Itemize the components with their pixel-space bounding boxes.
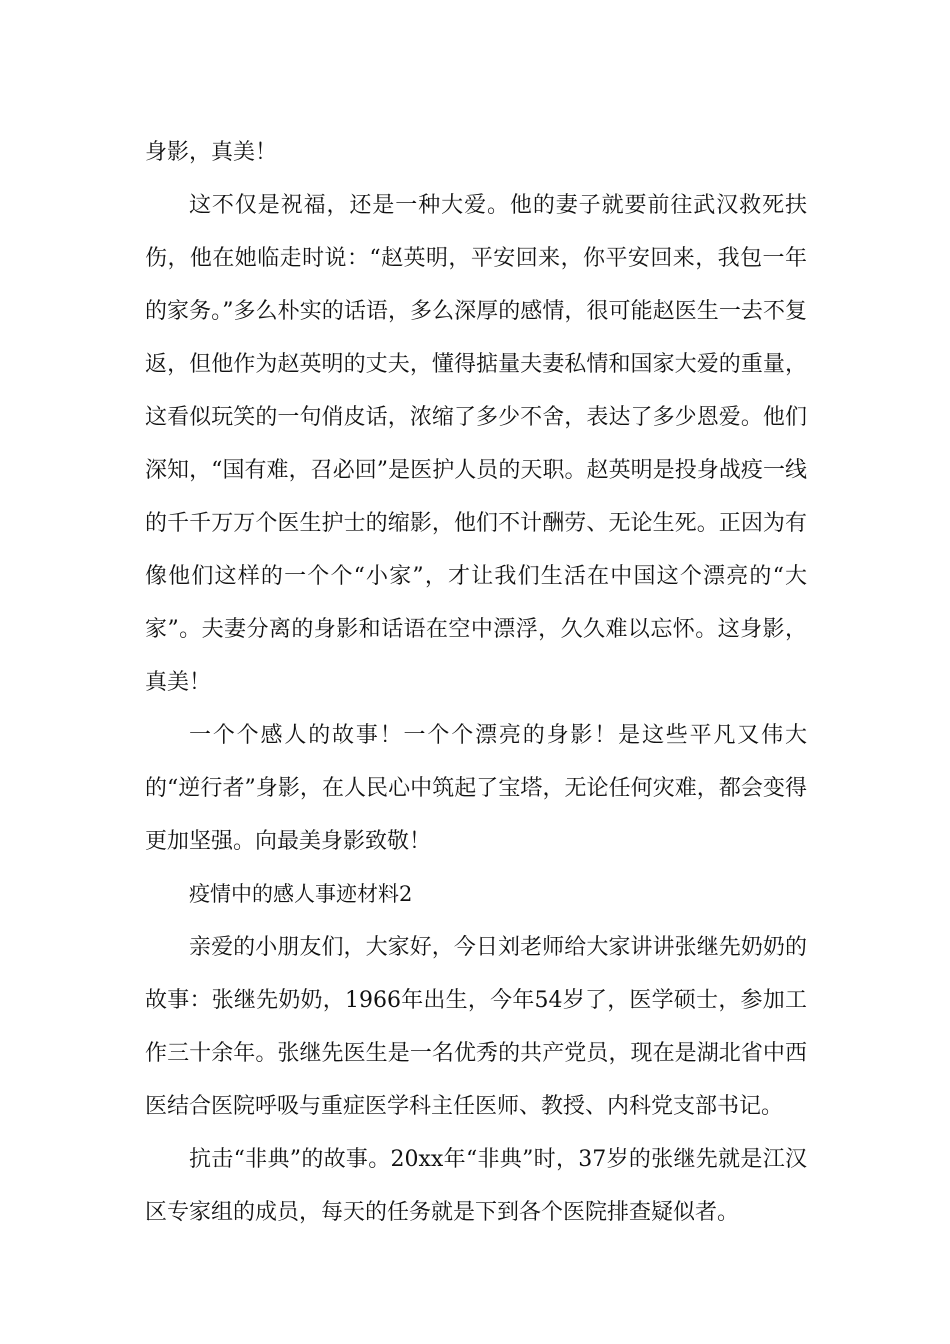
paragraph: 亲爱的小朋友们，大家好，今日刘老师给大家讲讲张继先奶奶的故事：张继先奶奶，1966年出生，今年54岁了，医学硕士，参加工作三十余年。张继先医生是一名优秀的共产党员，现在是湖北省中西医结合医院呼吸与重症医学科主任医师、教授、内科党支部书记。 — [145, 935, 807, 1119]
paragraph: 这不仅是祝福，还是一种大爱。他的妻子就要前往武汉救死扶伤，他在她临走时说：“赵英明，平安回来，你平安回来，我包一年的家务。”多么朴实的话语，多么深厚的感情，很可能赵医生一去不复返，但他作为赵英明的丈夫，懂得掂量夫妻私情和国家大爱的重量，这看似玩笑的一句俏皮话，浓缩了多少不舍，表达了多少恩爱。他们深知，“国有难，召必回”是医护人员的天职。赵英明是投身战疫一线的千千万万个医生护士的缩影，他们不计酬劳、无论生死。正因为有像他们这样的一个个“小家”，才让我们生活在中国这个漂亮的“大家”。夫妻分离的身影和话语在空中漂浮，久久难以忘怀。这身影，真美！ — [145, 193, 807, 695]
paragraph: 抗击“非典”的故事。20xx年“非典”时，37岁的张继先就是江汉区专家组的成员，每天的任务就是下到各个医院排查疑似者。 — [145, 1147, 807, 1225]
paragraph: 一个个感人的故事！一个个漂亮的身影！是这些平凡又伟大的“逆行者”身影，在人民心中筑起了宝塔，无论任何灾难，都会变得更加坚强。向最美身影致敬！ — [145, 723, 807, 854]
document-body — [145, 126, 807, 1239]
paragraph: 身影，真美！ — [145, 140, 278, 165]
section-heading: 疫情中的感人事迹材料2 — [189, 882, 413, 906]
